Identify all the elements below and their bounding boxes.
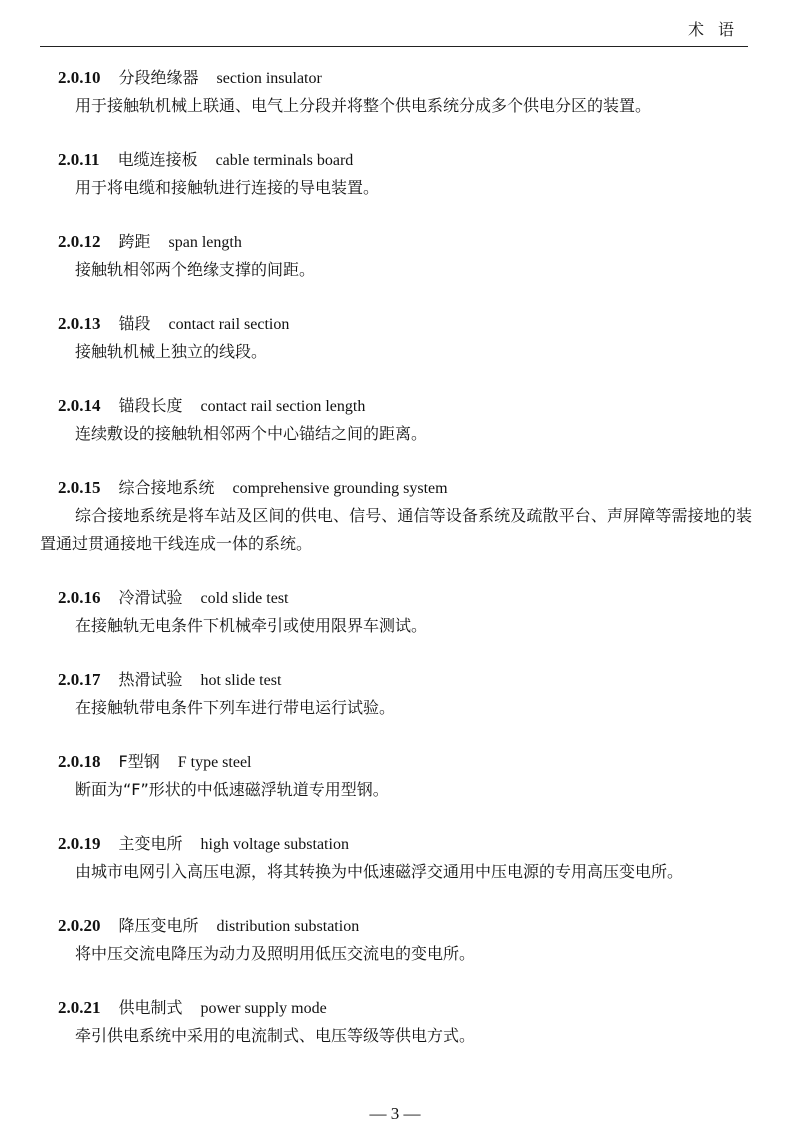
term-entry (40, 830, 752, 886)
term-number: 2.0.15 (58, 478, 101, 497)
term-heading (58, 228, 752, 256)
term-number: 2.0.16 (58, 588, 101, 607)
term-english: cable terminals board (215, 152, 354, 169)
term-entry (40, 748, 752, 804)
term-english: hot slide test (200, 672, 282, 689)
term-entry (40, 584, 752, 640)
term-definition: 用于将电缆和接触轨进行连接的导电装置。 (75, 178, 380, 197)
term-english: distribution substation (216, 918, 360, 935)
term-entry (40, 228, 752, 284)
term-number: 2.0.20 (58, 916, 101, 935)
term-chinese: 锚段长度 (118, 396, 183, 415)
term-english: comprehensive grounding system (232, 480, 448, 497)
term-entry (40, 994, 752, 1050)
term-number: 2.0.14 (58, 396, 101, 415)
term-number: 2.0.18 (58, 752, 101, 771)
term-definition: 接触轨相邻两个绝缘支撑的间距。 (75, 260, 316, 279)
term-heading (58, 748, 752, 776)
term-chinese: 分段绝缘器 (118, 68, 199, 87)
term-number: 2.0.13 (58, 314, 101, 333)
term-english: section insulator (216, 70, 322, 87)
term-number: 2.0.12 (58, 232, 101, 251)
term-definition: 连续敷设的接触轨相邻两个中心锚结之间的距离。 (75, 424, 428, 443)
term-english: high voltage substation (200, 836, 349, 853)
term-chinese: 电缆连接板 (117, 150, 198, 169)
term-definition: 在接触轨无电条件下机械牵引或使用限界车测试。 (75, 616, 428, 635)
term-definition: 在接触轨带电条件下列车进行带电运行试验。 (75, 698, 396, 717)
term-heading (58, 830, 752, 858)
term-chinese: 跨距 (118, 232, 151, 251)
term-definition: 接触轨机械上独立的线段。 (75, 342, 268, 361)
term-heading (58, 146, 752, 174)
term-heading (58, 64, 752, 92)
page-number: — 3 — (369, 1104, 421, 1123)
term-definition: 用于接触轨机械上联通、电气上分段并将整个供电系统分成多个供电分区的装置。 (75, 96, 652, 115)
term-entry (40, 912, 752, 968)
term-chinese: 冷滑试验 (118, 588, 183, 607)
term-heading (58, 392, 752, 420)
term-chinese: 锚段 (118, 314, 151, 333)
term-entry (40, 666, 752, 722)
term-definition: 由城市电网引入高压电源，将其转换为中低速磁浮交通用中压电源的专用高压变电所。 (75, 862, 684, 881)
term-chinese: 主变电所 (118, 834, 183, 853)
term-definition: 断面为“F”形状的中低速磁浮轨道专用型钢。 (75, 780, 389, 799)
term-chinese: F型钢 (118, 752, 160, 771)
term-number: 2.0.10 (58, 68, 101, 87)
term-chinese: 热滑试验 (118, 670, 183, 689)
term-english: contact rail section length (200, 398, 366, 415)
term-number: 2.0.19 (58, 834, 101, 853)
term-entry (40, 146, 752, 202)
term-number: 2.0.21 (58, 998, 101, 1017)
term-entry (40, 64, 752, 120)
term-entry (40, 474, 752, 558)
term-heading (58, 994, 752, 1022)
running-header: 术语 (687, 20, 748, 39)
term-definition: 牵引供电系统中采用的电流制式、电压等级等供电方式。 (75, 1026, 476, 1045)
term-entry (40, 392, 752, 448)
term-english: span length (168, 234, 242, 251)
term-chinese: 供电制式 (118, 998, 183, 1017)
term-chinese: 综合接地系统 (118, 478, 215, 497)
term-heading (58, 310, 752, 338)
term-english: F type steel (177, 754, 252, 771)
term-chinese: 降压变电所 (118, 916, 199, 935)
term-english: cold slide test (200, 590, 289, 607)
term-list (40, 64, 752, 1076)
term-english: contact rail section (168, 316, 290, 333)
term-heading (58, 474, 752, 502)
term-number: 2.0.11 (58, 150, 100, 169)
term-definition: 综合接地系统是将车站及区间的供电、信号、通信等设备系统及疏散平台、声屏障等需接地的装置通过贯通接地干线连成一体的系统。 (40, 506, 752, 553)
term-heading (58, 912, 752, 940)
term-entry (40, 310, 752, 366)
term-definition: 将中压交流电降压为动力及照明用低压交流电的变电所。 (75, 944, 476, 963)
term-heading (58, 666, 752, 694)
term-english: power supply mode (200, 1000, 327, 1017)
header-rule (40, 46, 748, 47)
term-number: 2.0.17 (58, 670, 101, 689)
term-heading (58, 584, 752, 612)
